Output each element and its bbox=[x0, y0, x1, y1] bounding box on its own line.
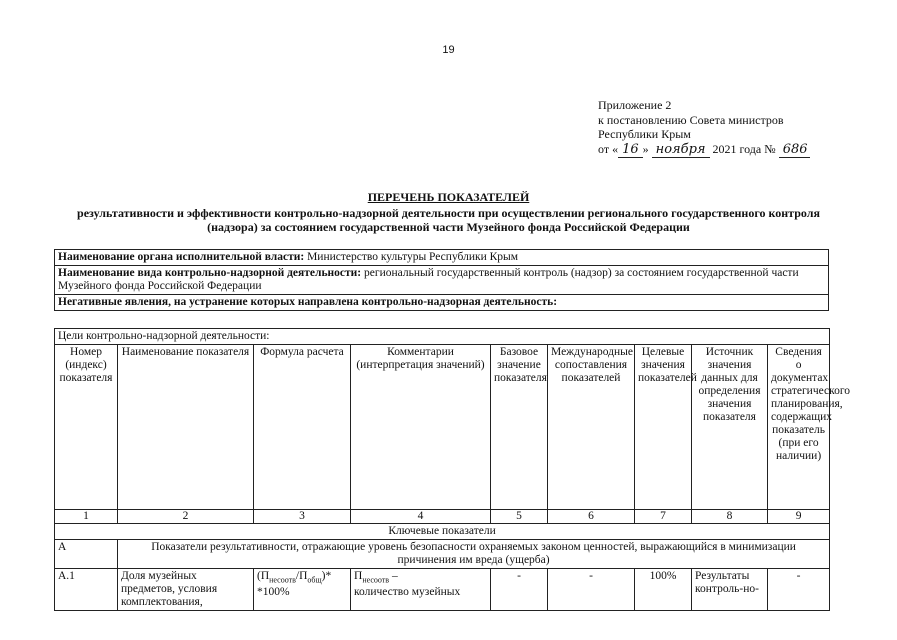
document-subtitle-line-2: (надзора) за состоянием государственной части Музейного фонда Российской Федерации bbox=[207, 220, 690, 234]
column-number: 9 bbox=[768, 510, 830, 524]
handwritten-number: 686 bbox=[779, 142, 810, 158]
date-mid: » bbox=[642, 141, 649, 156]
column-number: 7 bbox=[635, 510, 692, 524]
appendix-line-2: к постановлению Совета министров bbox=[598, 112, 784, 127]
header-cell: Целевые значения показателей bbox=[635, 345, 692, 510]
row-source: Результаты контроль-но- bbox=[692, 569, 768, 611]
header-cell: Сведения о документах стратегического планирования, содержащих показатель (при его наличии) bbox=[768, 345, 830, 510]
header-cell: Источник значения данных для определения значения показателя bbox=[692, 345, 768, 510]
authority-value: Министерство культуры Республики Крым bbox=[307, 251, 519, 263]
row-comment: $П_{несоотв}$ – количество музейных bbox=[351, 569, 491, 611]
header-cell: Номер (индекс) показателя bbox=[55, 345, 118, 510]
row-formula: $(П_{несоотв}/П_{общ})*$ *100% bbox=[254, 569, 351, 611]
goals-row bbox=[55, 329, 830, 345]
goals-label: Цели контрольно-надзорной деятельности: bbox=[55, 329, 830, 345]
column-number: 5 bbox=[491, 510, 548, 524]
section-text: Показатели результативности, отражающие уровень безопасности охраняемых законом ценностей, выражающийся в минимизации причинения им вреда (ущерба) bbox=[118, 540, 830, 569]
key-indicators-row bbox=[55, 524, 830, 540]
row-intl: - bbox=[548, 569, 635, 611]
appendix-date-line bbox=[598, 142, 810, 158]
negative-row bbox=[55, 295, 829, 311]
activity-value: региональный государственный контроль (надзор) за состоянием государственной части Музейного фонда Российской Федерации bbox=[58, 267, 799, 292]
column-number-row bbox=[55, 510, 830, 524]
key-indicators-title: Ключевые показатели bbox=[55, 524, 830, 540]
row-docs: - bbox=[768, 569, 830, 611]
document-title: ПЕРЕЧЕНЬ ПОКАЗАТЕЛЕЙ bbox=[367, 190, 530, 204]
handwritten-month: ноября bbox=[652, 142, 710, 158]
column-number: 6 bbox=[548, 510, 635, 524]
header-cell: Базовое значение показателя bbox=[491, 345, 548, 510]
column-number: 4 bbox=[351, 510, 491, 524]
appendix-line-1: Приложение 2 bbox=[598, 98, 672, 112]
section-row bbox=[55, 540, 830, 569]
page-number: 19 bbox=[442, 44, 455, 56]
authority-row bbox=[55, 250, 829, 266]
negative-label: Негативные явления, на устранение которых направлена контрольно-надзорная деятельность: bbox=[55, 295, 829, 311]
header-cell: Наименование показателя bbox=[118, 345, 254, 510]
indicators-table bbox=[54, 328, 851, 611]
appendix-block bbox=[598, 98, 810, 157]
appendix-line-3: Республики Крым bbox=[598, 127, 691, 141]
column-number: 1 bbox=[55, 510, 118, 524]
table-row bbox=[55, 569, 830, 611]
activity-row bbox=[55, 266, 829, 295]
header-row bbox=[55, 345, 830, 510]
info-form-table bbox=[54, 249, 829, 311]
row-name: Доля музейных предметов, условия комплектования, bbox=[118, 569, 254, 611]
header-cell: Комментарии (интерпретация значений) bbox=[351, 345, 491, 510]
date-suffix: 2021 года № bbox=[712, 141, 776, 156]
row-base: - bbox=[491, 569, 548, 611]
column-number: 2 bbox=[118, 510, 254, 524]
section-id: А bbox=[55, 540, 118, 569]
column-number: 8 bbox=[692, 510, 768, 524]
column-number: 3 bbox=[254, 510, 351, 524]
header-cell: Международные сопоставления показателей bbox=[548, 345, 635, 510]
handwritten-day: 16 bbox=[618, 142, 643, 158]
header-cell: Формула расчета bbox=[254, 345, 351, 510]
authority-label: Наименование органа исполнительной власти: bbox=[58, 251, 305, 263]
row-target: 100% bbox=[635, 569, 692, 611]
activity-label: Наименование вида контрольно-надзорной деятельности: bbox=[58, 267, 362, 279]
date-prefix: от « bbox=[598, 141, 619, 156]
document-subtitle-line-1: результативности и эффективности контрольно-надзорной деятельности при осуществлении регионального государственного контроля bbox=[77, 206, 820, 220]
row-id: А.1 bbox=[55, 569, 118, 611]
